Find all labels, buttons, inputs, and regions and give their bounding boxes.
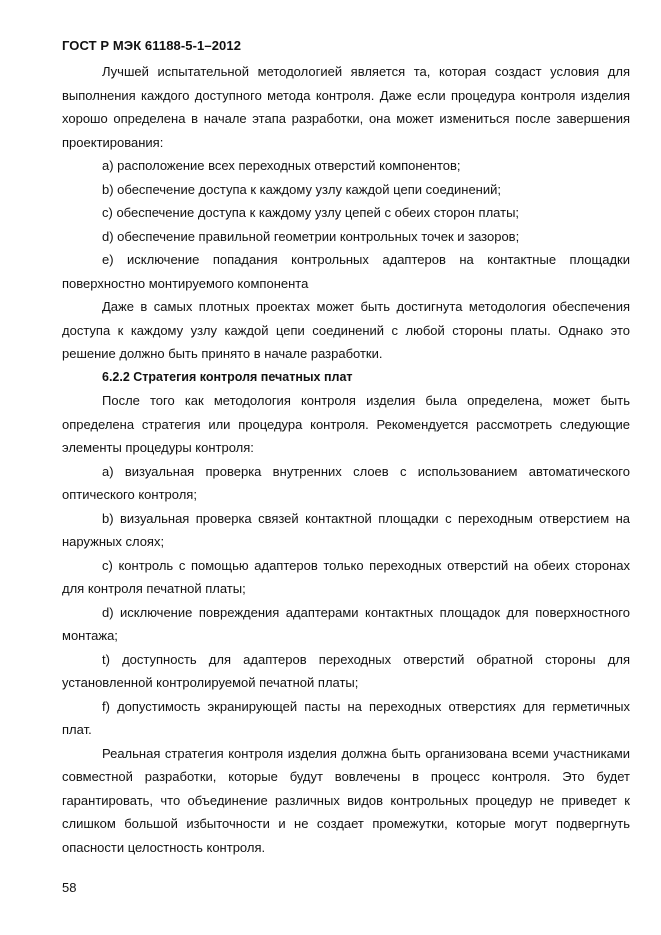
document-header: ГОСТ Р МЭК 61188-5-1–2012 — [62, 38, 242, 53]
paragraph: c) контроль с помощью адаптеров только переходных отверстий на обеих сторонах для контроля печатной платы; — [62, 557, 630, 596]
paragraph: t) доступность для адаптеров переходных отверстий обратной стороны для установленной контролируемой печатной платы; — [62, 651, 630, 690]
paragraph: b) визуальная проверка связей контактной площадки с переходным отверстием на наружных слоях; — [62, 510, 630, 549]
paragraph: a) визуальная проверка внутренних слоев с использованием автоматического оптического контроля; — [62, 463, 630, 502]
paragraph: b) обеспечение доступа к каждому узлу каждой цепи соединений; — [102, 181, 501, 197]
paragraph: f) допустимость экранирующей пасты на переходных отверстиях для герметичных плат. — [62, 698, 630, 737]
paragraph: e) исключение попадания контрольных адаптеров на контактные площадки поверхностно монтируемого компонента — [62, 252, 630, 291]
page-number: 58 — [62, 880, 77, 895]
document-body — [62, 60, 630, 859]
paragraph: a) расположение всех переходных отверстий компонентов; — [102, 158, 461, 173]
paragraph: Лучшей испытательной методологией является та, которая создаст условия для выполнения каждого доступного метода контроля. Даже если процедура контроля изделия хорошо определена в начале этапа разработки, она может измениться после завершения проектирования: — [62, 64, 630, 150]
paragraph: Даже в самых плотных проектах может быть достигнута методология обеспечения доступа к каждому узлу каждой цепи соединений с любой стороны платы. Однако это решение должно быть принято в начале разработки. — [62, 299, 630, 361]
section-heading: 6.2.2 Стратегия контроля печатных плат — [102, 369, 353, 384]
paragraph: c) обеспечение доступа к каждому узлу цепей с обеих сторон платы; — [102, 205, 520, 220]
paragraph: Реальная стратегия контроля изделия должна быть организована всеми участниками совместной разработки, которые будут вовлечены в процесс контроля. Это будет гарантировать, что объединение различных видов контрольных процедур не приведет к слишком большой избыточности и не создает промежутки, которые могут подвергнуть опасности целостность контроля. — [62, 745, 630, 855]
paragraph: d) исключение повреждения адаптерами контактных площадок для поверхностного монтажа; — [62, 604, 630, 643]
paragraph: d) обеспечение правильной геометрии контрольных точек и зазоров; — [102, 228, 520, 244]
paragraph: После того как методология контроля изделия была определена, может быть определена стратегия или процедура контроля. Рекомендуется рассмотреть следующие элементы процедуры контроля: — [62, 393, 630, 455]
